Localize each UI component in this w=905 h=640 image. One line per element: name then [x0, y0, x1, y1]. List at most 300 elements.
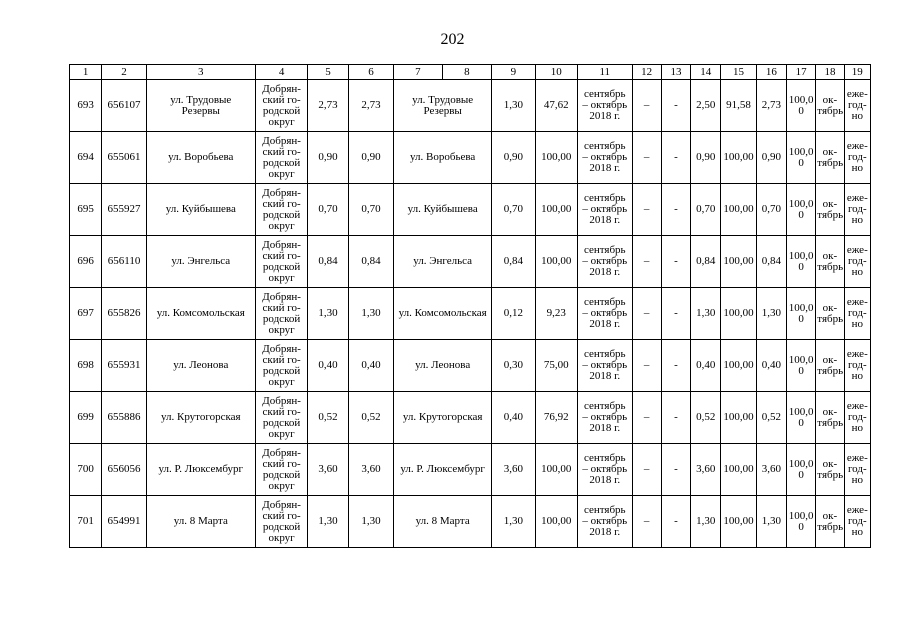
- repair-length-cell: 3,60: [492, 444, 535, 496]
- cell-line: ский го-: [262, 405, 301, 418]
- percent-cell: [787, 132, 816, 184]
- cell-line: ский го-: [262, 457, 301, 470]
- value-cell: 3,60: [691, 444, 721, 496]
- cell-line: родской: [262, 520, 301, 533]
- cell-line: округ: [268, 219, 295, 232]
- row-number-cell: 694: [70, 132, 102, 184]
- cell-line: еже-: [846, 400, 868, 412]
- value-cell: -: [661, 444, 690, 496]
- cell-line: но: [851, 474, 863, 486]
- repair-length-cell: 0,30: [492, 340, 535, 392]
- row-number-cell: 698: [70, 340, 102, 392]
- frequency-cell: [844, 132, 870, 184]
- repair-length-cell: 1,30: [492, 80, 535, 132]
- table-row: [70, 288, 871, 340]
- length-cell: 2,73: [348, 80, 393, 132]
- table-row: [70, 444, 871, 496]
- cell-line: 0: [798, 260, 804, 273]
- cell-line: ул. Комсомольская: [156, 307, 245, 319]
- length-cell: 3,60: [308, 444, 348, 496]
- length-cell: 0,40: [348, 340, 393, 392]
- cell-line: ул. Куйбышева: [407, 203, 478, 215]
- cell-line: 0: [798, 208, 804, 221]
- length-cell: 0,70: [348, 184, 393, 236]
- cell-line: ул. Крутогорская: [402, 411, 483, 423]
- cell-line: округ: [268, 375, 295, 388]
- cell-line: год-: [847, 307, 867, 319]
- road-code-cell: 655061: [102, 132, 146, 184]
- cell-line: округ: [268, 167, 295, 180]
- cell-line: сентябрь: [583, 348, 626, 360]
- cell-line: ул. Трудовые: [412, 93, 474, 106]
- street-name-cell: [146, 444, 255, 496]
- row-number-cell: 699: [70, 392, 102, 444]
- cell-line: ский го-: [262, 93, 301, 106]
- cell-line: 2018 г.: [589, 526, 621, 538]
- value-cell: 0,40: [756, 340, 786, 392]
- column-header: 9: [492, 65, 535, 80]
- column-header: 1: [70, 65, 102, 80]
- cell-line: 100,0: [788, 301, 814, 314]
- cell-line: Добрян-: [262, 82, 301, 95]
- district-cell: [255, 444, 308, 496]
- cell-line: ул. 8 Марта: [173, 515, 228, 527]
- value-cell: -: [661, 184, 690, 236]
- value-cell: -: [661, 392, 690, 444]
- column-header: 12: [632, 65, 661, 80]
- segment-name-cell: [394, 496, 492, 548]
- cell-line: сентябрь: [583, 296, 626, 308]
- cell-line: ул. Трудовые: [170, 93, 232, 106]
- value-cell: 0,52: [756, 392, 786, 444]
- table-row: [70, 132, 871, 184]
- cell-line: родской: [262, 260, 301, 273]
- cell-line: ок-: [822, 457, 838, 470]
- cell-line: год-: [847, 99, 867, 111]
- cell-line: ок-: [822, 405, 838, 418]
- cell-line: еже-: [846, 140, 868, 152]
- value-cell: 2,50: [691, 80, 721, 132]
- street-name-cell: [146, 496, 255, 548]
- length-cell: 1,30: [308, 288, 348, 340]
- repair-percent-cell: 100,00: [535, 444, 577, 496]
- cell-line: ок-: [822, 197, 838, 210]
- district-cell: [255, 340, 308, 392]
- percent-cell: 91,58: [721, 80, 756, 132]
- segment-name-cell: [394, 444, 492, 496]
- repair-length-cell: 0,12: [492, 288, 535, 340]
- cell-line: но: [851, 214, 863, 226]
- value-cell: 0,52: [691, 392, 721, 444]
- percent-cell: 100,00: [721, 392, 756, 444]
- cell-line: 100,0: [788, 197, 814, 210]
- cell-line: округ: [268, 271, 295, 284]
- cell-line: ул. Куйбышева: [165, 203, 236, 215]
- value-cell: 0,90: [756, 132, 786, 184]
- percent-cell: 100,00: [721, 132, 756, 184]
- cell-line: но: [851, 526, 863, 538]
- table-row: [70, 184, 871, 236]
- repair-percent-cell: 47,62: [535, 80, 577, 132]
- cell-line: Резервы: [423, 104, 462, 117]
- cell-line: родской: [262, 156, 301, 169]
- month-cell: [816, 80, 844, 132]
- value-cell: -: [661, 132, 690, 184]
- cell-line: тябрь: [817, 208, 844, 221]
- percent-cell: [787, 288, 816, 340]
- length-cell: 0,84: [308, 236, 348, 288]
- cell-line: округ: [268, 479, 295, 492]
- page-number: 202: [440, 31, 465, 48]
- cell-line: ул. Воробьева: [410, 151, 476, 163]
- cell-line: 100,0: [788, 353, 814, 366]
- row-number-cell: 701: [70, 496, 102, 548]
- value-cell: –: [632, 444, 661, 496]
- cell-line: 2018 г.: [589, 266, 621, 278]
- cell-line: год-: [847, 463, 867, 475]
- frequency-cell: [844, 340, 870, 392]
- column-header: 11: [577, 65, 632, 80]
- period-cell: [577, 288, 632, 340]
- column-header: 14: [691, 65, 721, 80]
- length-cell: 0,70: [308, 184, 348, 236]
- percent-cell: 100,00: [721, 236, 756, 288]
- table-row: [70, 236, 871, 288]
- month-cell: [816, 340, 844, 392]
- cell-line: 0: [798, 468, 804, 481]
- cell-line: 2018 г.: [589, 370, 621, 382]
- cell-line: Добрян-: [262, 238, 301, 251]
- cell-line: родской: [262, 312, 301, 325]
- cell-line: 100,0: [788, 249, 814, 262]
- cell-line: ский го-: [262, 353, 301, 366]
- value-cell: 3,60: [756, 444, 786, 496]
- value-cell: 0,90: [691, 132, 721, 184]
- cell-line: Добрян-: [262, 394, 301, 407]
- cell-line: ский го-: [262, 145, 301, 158]
- column-header: 10: [535, 65, 577, 80]
- value-cell: 0,70: [756, 184, 786, 236]
- table-row: [70, 80, 871, 132]
- period-cell: [577, 184, 632, 236]
- cell-line: – октябрь: [582, 411, 628, 423]
- cell-line: родской: [262, 208, 301, 221]
- repair-percent-cell: 76,92: [535, 392, 577, 444]
- percent-cell: [787, 184, 816, 236]
- percent-cell: [787, 444, 816, 496]
- month-cell: [816, 496, 844, 548]
- table-row: [70, 496, 871, 548]
- cell-line: ский го-: [262, 249, 301, 262]
- cell-line: родской: [262, 468, 301, 481]
- cell-line: ул. Энгельса: [171, 255, 231, 267]
- cell-line: ул. Леонова: [415, 359, 471, 371]
- cell-line: родской: [262, 364, 301, 377]
- cell-line: но: [851, 266, 863, 278]
- repair-length-cell: 1,30: [492, 496, 535, 548]
- period-cell: [577, 132, 632, 184]
- cell-line: – октябрь: [582, 255, 628, 267]
- column-header: 3: [146, 65, 255, 80]
- cell-line: округ: [268, 531, 295, 544]
- cell-line: еже-: [846, 244, 868, 256]
- street-name-cell: [146, 392, 255, 444]
- table-row: [70, 340, 871, 392]
- cell-line: сентябрь: [583, 452, 626, 464]
- cell-line: – октябрь: [582, 151, 628, 163]
- district-cell: [255, 496, 308, 548]
- month-cell: [816, 132, 844, 184]
- cell-line: год-: [847, 411, 867, 423]
- cell-line: 100,0: [788, 93, 814, 106]
- road-code-cell: 655931: [102, 340, 146, 392]
- cell-line: год-: [847, 203, 867, 215]
- cell-line: еже-: [846, 348, 868, 360]
- cell-line: тябрь: [817, 364, 844, 377]
- value-cell: -: [661, 496, 690, 548]
- cell-line: тябрь: [817, 260, 844, 273]
- cell-line: тябрь: [817, 468, 844, 481]
- cell-line: 0: [798, 416, 804, 429]
- district-cell: [255, 288, 308, 340]
- column-header: 19: [844, 65, 870, 80]
- period-cell: [577, 236, 632, 288]
- length-cell: 1,30: [308, 496, 348, 548]
- column-header: 8: [442, 65, 491, 80]
- length-cell: 0,52: [348, 392, 393, 444]
- road-code-cell: 656056: [102, 444, 146, 496]
- frequency-cell: [844, 184, 870, 236]
- percent-cell: [787, 496, 816, 548]
- cell-line: Резервы: [181, 104, 220, 117]
- street-name-cell: [146, 236, 255, 288]
- cell-line: ок-: [822, 301, 838, 314]
- column-header: 6: [348, 65, 393, 80]
- period-cell: [577, 444, 632, 496]
- value-cell: –: [632, 184, 661, 236]
- cell-line: ок-: [822, 93, 838, 106]
- value-cell: –: [632, 132, 661, 184]
- repair-percent-cell: 9,23: [535, 288, 577, 340]
- cell-line: – октябрь: [582, 203, 628, 215]
- cell-line: 2018 г.: [589, 162, 621, 174]
- cell-line: 100,0: [788, 457, 814, 470]
- street-name-cell: [146, 340, 255, 392]
- value-cell: –: [632, 496, 661, 548]
- percent-cell: [787, 236, 816, 288]
- repair-length-cell: 0,90: [492, 132, 535, 184]
- table-row: [70, 392, 871, 444]
- road-code-cell: 655826: [102, 288, 146, 340]
- road-code-cell: 654991: [102, 496, 146, 548]
- cell-line: ул. Р. Люксембург: [158, 463, 244, 475]
- month-cell: [816, 288, 844, 340]
- frequency-cell: [844, 236, 870, 288]
- cell-line: 0: [798, 156, 804, 169]
- month-cell: [816, 236, 844, 288]
- cell-line: округ: [268, 427, 295, 440]
- cell-line: – октябрь: [582, 359, 628, 371]
- cell-line: тябрь: [817, 520, 844, 533]
- value-cell: 1,30: [691, 496, 721, 548]
- cell-line: год-: [847, 151, 867, 163]
- value-cell: 1,30: [756, 288, 786, 340]
- cell-line: сентябрь: [583, 244, 626, 256]
- cell-line: сентябрь: [583, 140, 626, 152]
- month-cell: [816, 444, 844, 496]
- cell-line: но: [851, 318, 863, 330]
- repair-length-cell: 0,40: [492, 392, 535, 444]
- district-cell: [255, 392, 308, 444]
- length-cell: 0,84: [348, 236, 393, 288]
- percent-cell: [787, 340, 816, 392]
- district-cell: [255, 80, 308, 132]
- segment-name-cell: [394, 392, 492, 444]
- cell-line: еже-: [846, 296, 868, 308]
- cell-line: ул. Энгельса: [413, 255, 473, 267]
- value-cell: 0,70: [691, 184, 721, 236]
- value-cell: –: [632, 392, 661, 444]
- repair-length-cell: 0,84: [492, 236, 535, 288]
- district-cell: [255, 236, 308, 288]
- cell-line: 2018 г.: [589, 318, 621, 330]
- cell-line: год-: [847, 515, 867, 527]
- value-cell: 1,30: [691, 288, 721, 340]
- cell-line: год-: [847, 359, 867, 371]
- street-name-cell: [146, 132, 255, 184]
- cell-line: округ: [268, 115, 295, 128]
- value-cell: 0,40: [691, 340, 721, 392]
- row-number-cell: 697: [70, 288, 102, 340]
- segment-name-cell: [394, 184, 492, 236]
- road-register-table: [69, 64, 871, 548]
- cell-line: родской: [262, 416, 301, 429]
- road-code-cell: 655927: [102, 184, 146, 236]
- cell-line: но: [851, 110, 863, 122]
- row-number-cell: 695: [70, 184, 102, 236]
- column-header: 17: [787, 65, 816, 80]
- cell-line: тябрь: [817, 104, 844, 117]
- cell-line: сентябрь: [583, 400, 626, 412]
- cell-line: год-: [847, 255, 867, 267]
- road-code-cell: 656107: [102, 80, 146, 132]
- district-cell: [255, 184, 308, 236]
- value-cell: –: [632, 340, 661, 392]
- period-cell: [577, 496, 632, 548]
- cell-line: 2018 г.: [589, 214, 621, 226]
- segment-name-cell: [394, 340, 492, 392]
- street-name-cell: [146, 288, 255, 340]
- cell-line: еже-: [846, 504, 868, 516]
- cell-line: Добрян-: [262, 134, 301, 147]
- cell-line: ок-: [822, 509, 838, 522]
- column-header: 4: [255, 65, 308, 80]
- cell-line: Добрян-: [262, 290, 301, 303]
- street-name-cell: [146, 184, 255, 236]
- length-cell: 0,90: [348, 132, 393, 184]
- value-cell: 0,84: [691, 236, 721, 288]
- cell-line: ул. Комсомольская: [398, 307, 487, 319]
- cell-line: ул. Воробьева: [168, 151, 234, 163]
- value-cell: –: [632, 288, 661, 340]
- cell-line: – октябрь: [582, 515, 628, 527]
- table-body: [70, 80, 871, 548]
- period-cell: [577, 340, 632, 392]
- cell-line: ул. Леонова: [173, 359, 229, 371]
- cell-line: 0: [798, 520, 804, 533]
- frequency-cell: [844, 80, 870, 132]
- value-cell: -: [661, 236, 690, 288]
- cell-line: 0: [798, 312, 804, 325]
- column-header: 16: [756, 65, 786, 80]
- value-cell: -: [661, 340, 690, 392]
- cell-line: но: [851, 422, 863, 434]
- value-cell: 0,84: [756, 236, 786, 288]
- column-header: 13: [661, 65, 690, 80]
- district-cell: [255, 132, 308, 184]
- cell-line: Добрян-: [262, 498, 301, 511]
- value-cell: -: [661, 288, 690, 340]
- cell-line: ский го-: [262, 301, 301, 314]
- cell-line: ул. Крутогорская: [160, 411, 241, 423]
- row-number-cell: 693: [70, 80, 102, 132]
- cell-line: 2018 г.: [589, 474, 621, 486]
- length-cell: 1,30: [348, 496, 393, 548]
- percent-cell: 100,00: [721, 496, 756, 548]
- cell-line: тябрь: [817, 312, 844, 325]
- cell-line: ский го-: [262, 509, 301, 522]
- cell-line: сентябрь: [583, 192, 626, 204]
- percent-cell: 100,00: [721, 184, 756, 236]
- column-header: 15: [721, 65, 756, 80]
- cell-line: но: [851, 370, 863, 382]
- value-cell: -: [661, 80, 690, 132]
- percent-cell: 100,00: [721, 288, 756, 340]
- cell-line: сентябрь: [583, 504, 626, 516]
- month-cell: [816, 184, 844, 236]
- cell-line: 2018 г.: [589, 110, 621, 122]
- repair-percent-cell: 100,00: [535, 132, 577, 184]
- cell-line: тябрь: [817, 156, 844, 169]
- column-header: 7: [394, 65, 442, 80]
- repair-percent-cell: 100,00: [535, 496, 577, 548]
- repair-percent-cell: 100,00: [535, 236, 577, 288]
- frequency-cell: [844, 496, 870, 548]
- frequency-cell: [844, 392, 870, 444]
- column-header: 18: [816, 65, 844, 80]
- value-cell: 2,73: [756, 80, 786, 132]
- column-header: 5: [308, 65, 348, 80]
- cell-line: родской: [262, 104, 301, 117]
- cell-line: но: [851, 162, 863, 174]
- length-cell: 0,52: [308, 392, 348, 444]
- cell-line: сентябрь: [583, 88, 626, 100]
- frequency-cell: [844, 444, 870, 496]
- length-cell: 1,30: [348, 288, 393, 340]
- cell-line: Добрян-: [262, 446, 301, 459]
- cell-line: 0: [798, 364, 804, 377]
- length-cell: 0,90: [308, 132, 348, 184]
- cell-line: Добрян-: [262, 342, 301, 355]
- period-cell: [577, 80, 632, 132]
- cell-line: ок-: [822, 249, 838, 262]
- repair-length-cell: 0,70: [492, 184, 535, 236]
- value-cell: –: [632, 236, 661, 288]
- cell-line: ский го-: [262, 197, 301, 210]
- cell-line: ок-: [822, 145, 838, 158]
- column-header: 2: [102, 65, 146, 80]
- percent-cell: 100,00: [721, 444, 756, 496]
